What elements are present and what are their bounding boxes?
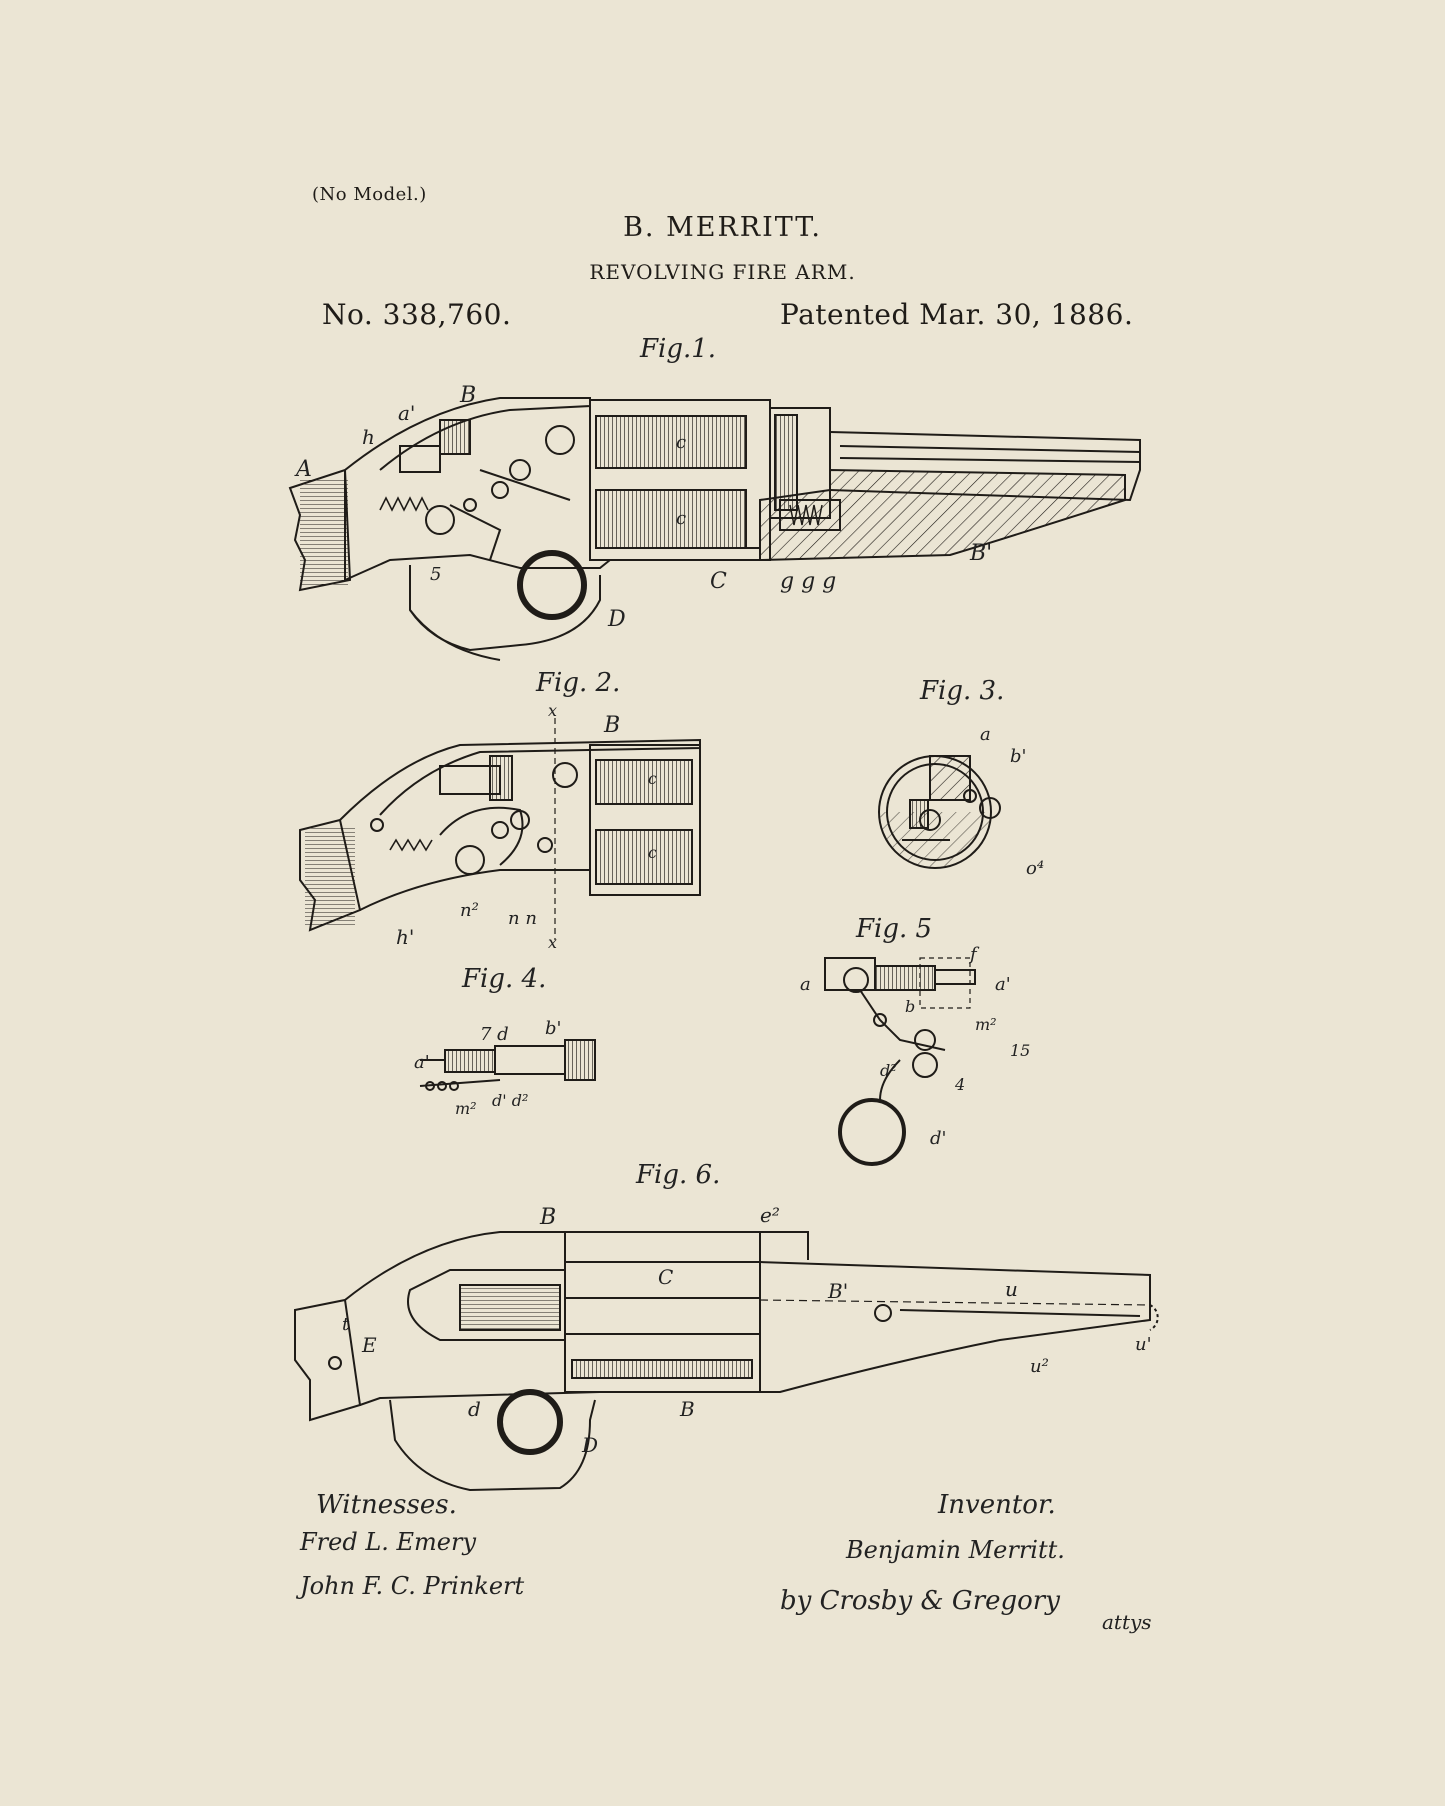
figure-1-label: Fig.1. [640,334,717,364]
svg-text:c: c [648,843,657,862]
svg-text:d: d [468,1397,481,1421]
inventor-signature: Benjamin Merritt. [846,1536,1065,1564]
svg-text:B': B' [828,1279,849,1303]
attys-note: attys [1102,1610,1152,1634]
svg-text:b': b' [545,1018,562,1039]
witnesses-label: Witnesses. [316,1490,457,1520]
svg-text:B: B [604,713,621,738]
svg-text:c: c [648,769,657,788]
witness-signature-1: Fred L. Emery [300,1528,477,1556]
svg-text:E: E [362,1333,377,1357]
svg-text:n²: n² [460,900,479,921]
svg-text:u': u' [1135,1334,1152,1355]
svg-text:D: D [608,607,626,632]
svg-text:a: a [980,724,991,745]
inventor-label: Inventor. [938,1490,1056,1520]
no-model-note: (No Model.) [312,184,427,205]
figure-3-drawing [879,724,1044,879]
svg-text:15: 15 [1010,1041,1031,1060]
svg-text:C: C [710,569,727,594]
svg-text:b: b [905,997,916,1016]
svg-text:c: c [676,508,687,529]
figure-2-drawing [300,701,700,952]
figure-3-label: Fig. 3. [920,676,1005,706]
svg-text:d' d²: d' d² [492,1091,529,1110]
svg-text:A: A [296,457,312,482]
witness-signature-2: John F. C. Prinkert [300,1572,525,1600]
figure-4-drawing [414,1018,595,1118]
inventor-heading: B. MERRITT. [623,212,822,243]
invention-title: REVOLVING FIRE ARM. [589,260,856,284]
svg-text:4: 4 [955,1075,966,1094]
svg-text:b': b' [1010,746,1027,767]
svg-text:B': B' [970,541,993,566]
svg-text:a': a' [995,974,1011,995]
figure-5-label: Fig. 5 [856,914,933,944]
svg-text:a': a' [398,401,416,425]
svg-text:C: C [658,1265,674,1289]
svg-text:m²: m² [455,1099,477,1118]
svg-text:a: a [800,974,811,995]
figure-6-drawing [295,1203,1158,1490]
svg-text:a': a' [414,1052,430,1073]
svg-text:x: x [548,933,558,952]
svg-text:c: c [676,432,687,453]
svg-text:D: D [582,1433,599,1457]
figure-1-drawing [290,383,1140,660]
svg-text:d²: d² [880,1061,897,1080]
svg-text:h': h' [396,925,415,949]
svg-text:x: x [548,701,558,720]
figure-5-drawing [800,944,1030,1164]
svg-text:t: t [342,1314,350,1335]
svg-text:h: h [362,425,375,449]
figure-2-label: Fig. 2. [536,668,621,698]
patent-date: Patented Mar. 30, 1886. [780,298,1134,331]
figure-4-label: Fig. 4. [462,964,547,994]
svg-text:m²: m² [975,1015,997,1034]
svg-text:f: f [970,944,977,965]
svg-text:e²: e² [760,1203,780,1227]
ref-B-fig1: B [460,383,477,408]
svg-text:u²: u² [1030,1356,1049,1377]
svg-text:n n: n n [508,908,537,929]
svg-text:d': d' [930,1128,947,1149]
svg-text:7 d: 7 d [480,1024,509,1045]
figure-6-label: Fig. 6. [636,1160,721,1190]
attorney-signature: by Crosby & Gregory [780,1586,1060,1616]
svg-text:o⁴: o⁴ [1026,858,1045,879]
svg-text:g g g: g g g [780,569,837,594]
svg-text:B: B [540,1205,557,1230]
svg-text:5: 5 [430,564,442,585]
svg-text:u: u [1005,1277,1018,1301]
svg-text:B: B [680,1397,695,1421]
patent-number: No. 338,760. [322,298,512,331]
